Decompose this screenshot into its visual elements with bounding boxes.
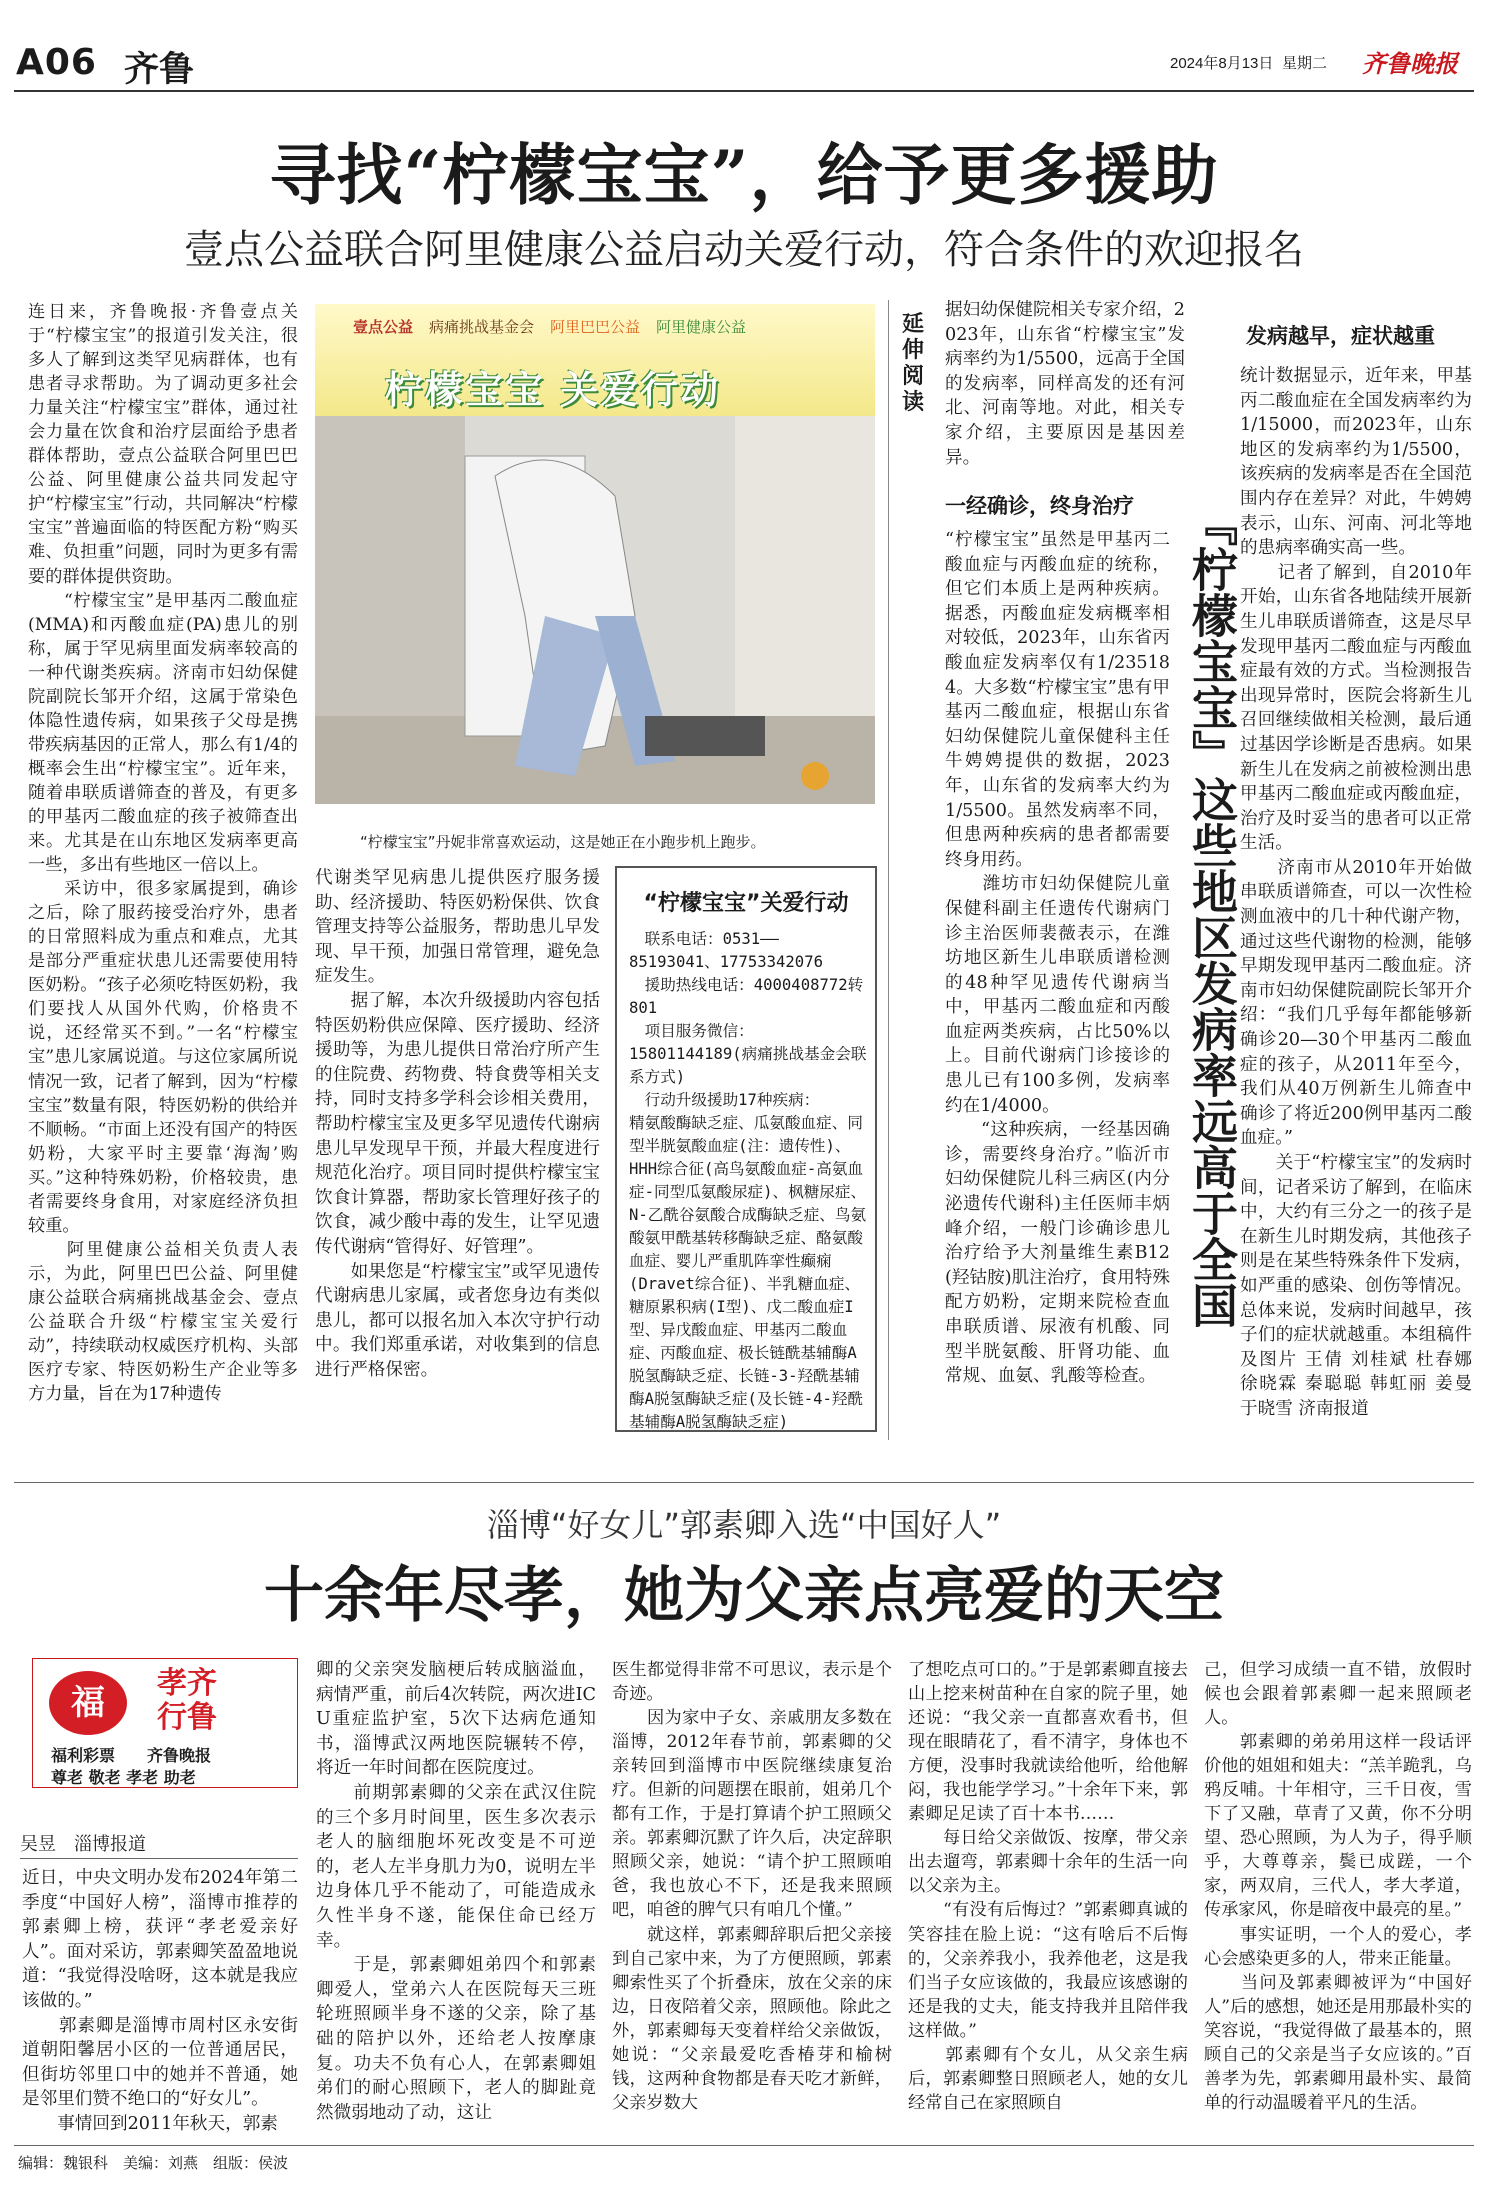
sidebar-col2: 统计数据显示，近年来，甲基丙二酸血症在全国发病率约为1/15000，而2023年，山东地区的发病率约为1/5500，该疾病的发病率是否在全国范围内存在差异？对此，牛娉娉表示，山东、河南、河北等地的患病率确实高一些。 记者了解到，自2010年开始，山东省各地陆续开展新生儿串联质谱筛查，这是尽早发现甲基丙二酸血症与丙酸血症最有效的方式。当检测报告出现异常时，医院会将新生儿召回继续做相关检测，最后通过基因学诊断是否患病。如果新生儿在发病之前被检测出患甲基丙二酸血症或丙酸血症，治疗及时妥当的患者可以正常生活。 济南市从2010年开始做串联质谱筛查，可以一次性检测血液中的几十种代谢产物，通过这些代谢物的检测，能够早期发现甲基丙二酸血症。济南市妇幼保健院副院长邹开介绍：“我们几乎每年都能够新确诊20—30个甲基丙二酸血症的孩子，从2011年至今，我们从40万例新生儿筛查中确诊了将近200例甲基丙二酸血症。” 关于“柠檬宝宝”的发病时间，记者采访了解到，在临床中，大约有三分之一的孩子是在新生儿时期发病，其他孩子则是在某些特殊条件下发病，如严重的感染、创伤等情况。总体来说，发病时间越早，孩子们的症状就越重。本组稿件及图片 王倩 刘桂斌 杜春娜 徐晓霖 秦聪聪 韩虹丽 姜曼 于晓雪 济南报道: [1240, 366, 1472, 1419]
headline: 寻找“柠檬宝宝”，给予更多援助: [269, 136, 1219, 214]
article-photo: [315, 304, 875, 804]
issue-date: 2024年8月13日: [1170, 55, 1274, 72]
logo-ali-health: 阿里健康公益: [656, 318, 747, 336]
sidebar-subhead-1: 一经确诊，终身治疗: [945, 494, 1134, 518]
extended-reading-label: 延伸阅读: [901, 312, 924, 415]
ad-slogan: 孝齐 行鲁: [157, 1666, 217, 1735]
section-divider: [14, 1482, 1474, 1483]
editor-credits: 编辑：魏银科 美编：刘燕 组版：侯波: [18, 2154, 289, 2172]
masthead-logo: 齐鲁晚报: [1362, 49, 1458, 78]
article2-col5: 己，但学习成绩一直不错，放假时候也会跟着郭素卿一起来照顾老人。 郭素卿的弟弟用这样一段话评价他的姐姐和姐夫：“羔羊跪乳，乌鸦反哺。十年相守，三千日夜，雪下了又融，草青了又黄，你不分明望、恐心照顾，为人为子，得乎顺乎，大尊尊亲，鬓已成蹉，一个家，两双肩，三代人，孝大孝道，传承家风，你是暗夜中最亮的星。” 事实证明，一个人的爱心，孝心会感染更多的人，带来正能量。 当问及郭素卿被评为“中国好人”后的感想，她还是用那最朴实的笑容说，“我觉得做了最基本的，照顾自己的父亲是当子女应该的。”百善孝为先，郭素卿用最朴实、最简单的行动温暖着平凡的生活。: [1204, 1660, 1472, 2113]
article2-col4: 了想吃点可口的。”于是郭素卿直接去山上挖来树苗种在自家的院子里，她还说：“我父亲一直都喜欢看书，但现在眼睛花了，看不清字，身体也不方便，没事时我就读给他听，给他解闷，我也能学学习。”十余年下来，郭素卿足足读了百十本书…… 每日给父亲做饭、按摩，带父亲出去遛弯，郭素卿十余年的生活一向以父亲为主。 “有没有后悔过？”郭素卿真诚的笑容挂在脸上说：“这有啥后不后悔的，父亲养我小，我养他老，这是我们当子女应该做的，我最应该感谢的还是我的丈夫，能支持我并且陪伴我这样做。” 郭素卿有个女儿，从父亲生病后，郭素卿整日照顾老人，她的女儿经常自己在家照顾自: [908, 1660, 1188, 2113]
page-number: A06: [16, 42, 97, 83]
article2-kicker: 淄博“好女儿”郭素卿入选“中国好人”: [486, 1506, 1002, 1544]
article2-col3: 医生都觉得非常不可思议，表示是个奇迹。 因为家中子女、亲戚朋友多数在淄博，2012年春节前，郭素卿的父亲转回到淄博市中医院继续康复治疗。但新的问题摆在眼前，姐弟几个都有工作，于是打算请个护工照顾父亲。郭素卿沉默了许久后，决定辞职照顾父亲，她说：“请个护工照顾咱爸，我也放心不下，还是我来照顾吧，咱爸的脾气只有咱几个懂。” 就这样，郭素卿辞职后把父亲接到自己家中来，为了方便照顾，郭素卿索性买了个折叠床，放在父亲的床边，日夜陪着父亲，照顾他。除此之外，郭素卿每天变着样给父亲做饭，她说：“父亲最爱吃香椿芽和榆树钱，这两种食物都是春天吃才新鲜，父亲岁数大: [612, 1660, 892, 2113]
info-box: [615, 866, 877, 1432]
article1-col2: 代谢类罕见病患儿提供医疗服务援助、经济援助、特医奶粉保供、饮食管理支持等公益服务，帮助患儿早发现、早干预，加强日常管理，避免急症发生。 据了解，本次升级援助内容包括特医奶粉供应保障、医疗援助、经济援助等，为患儿提供日常治疗所产生的住院费、药物费、特食费等相关支持，同时支持多学科会诊相关费用，帮助柠檬宝宝及更多罕见遗传代谢病患儿早发现早干预，并最大程度进行规范化治疗。项目同时提供柠檬宝宝饮食计算器，帮助家长管理好孩子的饮食，减少酸中毒的发生，让罕见遗传代谢病“管得好、好管理”。 如果您是“柠檬宝宝”或罕见遗传代谢病患儿家属，或者您身边有类似患儿，都可以报名加入本次守护行动中。我们郑重承诺，对收集到的信息进行严格保密。: [315, 868, 600, 1380]
ad-tagline: 尊老 敬老 孝老 助老: [51, 1768, 196, 1787]
photo-caption: “柠檬宝宝”丹妮非常喜欢运动，这是她正在小跑步机上跑步。: [360, 833, 766, 851]
sidebar-vertical-title: 『柠檬宝宝』这些地区发病率远高于全国: [1185, 500, 1239, 1328]
logo-alibaba: 阿里巴巴公益: [550, 318, 641, 336]
ad-sponsors: 福利彩票 齐鲁晚报: [51, 1746, 212, 1765]
section-name: 齐鲁: [124, 50, 195, 90]
byline: 吴昱 淄博报道: [20, 1834, 146, 1855]
sidebar-col1: “柠檬宝宝”虽然是甲基丙二酸血症与丙酸血症的统称，但它们本质上是两种疾病。据悉，丙酸血症发病概率相对较低，2023年，山东省丙酸血症发病率仅有1/235184。大多数“柠檬宝宝”患有甲基丙二酸血症，根据山东省妇幼保健院儿童保健科主任牛娉娉提供的数据，2023年，山东省的发病率大约为1/5500。虽然发病率不同，但患两种疾病的患者都需要终身用药。 潍坊市妇幼保健院儿童保健科副主任遗传代谢病门诊主治医师裴薇表示，在潍坊地区新生儿串联质谱检测的48种罕见遗传代谢病当中，甲基丙二酸血症和丙酸血症两类疾病，占比50%以上。目前代谢病门诊接诊的患儿已有100多例，发病率约在1/4000。 “这种疾病，一经基因确诊，需要终身治疗。”临沂市妇幼保健院儿科三病区(内分泌遗传代谢科)主任医师丰炳峰介绍，一般门诊确诊患儿治疗给予大剂量维生素B12(羟钴胺)肌注治疗，食用特殊配方奶粉，定期来院检查血串联质谱、尿液有机酸、同型半胱氨酸、肝肾功能、血常规、血氨、乳酸等检查。: [945, 530, 1170, 1387]
logo-yidian: 壹点公益: [353, 318, 414, 336]
byline-rule: [20, 1858, 298, 1859]
article2-headline: 十余年尽孝，她为父亲点亮爱的天空: [264, 1561, 1224, 1631]
issue-weekday: 星期二: [1282, 54, 1328, 72]
article2-col2: 卿的父亲突发脑梗后转成脑溢血，病情严重，前后4次转院，两次进ICU重症监护室，5次下达病危通知书，淄博武汉两地医院辗转不停，将近一年时间都在医院度过。 前期郭素卿的父亲在武汉住院的三个多月时间里，医生多次表示老人的脑细胞坏死改变是不可逆的，老人左半身肌力为0，说明左半边身体几乎不能动了，可能造成永久性半身不遂，能保住命已经万幸。 于是，郭素卿姐弟四个和郭素卿爱人，堂弟六人在医院每天三班轮班照顾半身不遂的父亲，除了基础的陪护以外，还给老人按摩康复。功夫不负有心人，在郭素卿姐弟们的耐心照顾下，老人的脚趾竟然微弱地动了动，这让: [316, 1660, 596, 2123]
header-rule: [14, 90, 1474, 92]
welfare-lottery-ad: [32, 1658, 298, 1788]
sidebar-intro: 据妇幼保健院相关专家介绍，2023年，山东省“柠檬宝宝”发病率约为1/5500，远高于全国的发病率，同样高发的还有河北、河南等地。对此，相关专家介绍，主要原因是基因差异。: [945, 300, 1185, 468]
info-box-title: “柠檬宝宝”关爱行动: [643, 891, 849, 916]
campaign-banner: [315, 304, 875, 416]
sidebar-subhead-2: 发病越早，症状越重: [1246, 324, 1435, 348]
sponsor-logos: [353, 316, 762, 337]
info-box-body: 联系电话：0531——85193041、17753342076 援助热线电话：4000408772转801 项目服务微信：15801144189(病痛挑战基金会联系方式) 行动升级援助17种疾病： 精氨酸酶缺乏症、瓜氨酸血症、同型半胱氨酸血症(注：遗传性)、HHH综合征(高鸟氨酸血症-高氨血症-同型瓜氨酸尿症)、枫糖尿症、N-乙酰谷氨酸合成酶缺乏症、鸟氨酸氨甲酰基转移酶缺乏症、酪氨酸血症、婴儿严重肌阵挛性癫痫(Dravet综合征)、半乳糖血症、糖原累积病(I型)、戊二酸血症I型、异戊酸血症、甲基丙二酸血症、丙酸血症、极长链酰基辅酶A脱氢酶缺乏症、长链-3-羟酰基辅酶A脱氢酶缺乏症(及长链-4-羟酰基辅酶A脱氢酶缺乏症): [629, 930, 867, 1431]
lottery-logo-icon: 福: [49, 1671, 127, 1735]
subheadline: 壹点公益联合阿里健康公益启动关爱行动，符合条件的欢迎报名: [184, 227, 1304, 273]
article1-col1: 连日来，齐鲁晚报·齐鲁壹点关于“柠檬宝宝”的报道引发关注，很多人了解到这类罕见病群体，也有患者寻求帮助。为了调动更多社会力量关注“柠檬宝宝”群体，通过社会力量在饮食和治疗层面给予患者群体帮助，壹点公益联合阿里巴巴公益、阿里健康公益共同发起守护“柠檬宝宝”行动，共同解决“柠檬宝宝”普遍面临的特医配方粉“购买难、负担重”问题，同时为更多有需要的群体提供资助。 “柠檬宝宝”是甲基丙二酸血症(MMA)和丙酸血症(PA)患儿的别称，属于罕见病里面发病率较高的一种代谢类疾病。济南市妇幼保健院副院长邹开介绍，这属于常染色体隐性遗传病，如果孩子父母是携带疾病基因的正常人，那么有1/4的概率会生出“柠檬宝宝”。近年来，随着串联质谱筛查的普及，有更多的甲基丙二酸血症的孩子被筛查出来。尤其是在山东地区发病率更高一些，多出有些地区一倍以上。 采访中，很多家属提到，确诊之后，除了服药接受治疗外，患者的日常照料成为重点和难点，尤其是部分严重症状患儿还需要使用特医奶粉。“孩子必须吃特医奶粉，我们要找人从国外代购，价格贵不说，还经常买不到。”一名“柠檬宝宝”患儿家属说道。与这位家属所说情况一致，记者了解到，因为“柠檬宝宝”数量有限，特医奶粉的供给并不顺畅。“市面上还没有国产的特医奶粉，大家平时主要靠‘海淘’购买。”这种特殊奶粉，价格较贵，患者需要终身食用，对家庭经济负担较重。 阿里健康公益相关负责人表示，为此，阿里巴巴公益、阿里健康公益联合病痛挑战基金会、壹点公益联合升级“柠檬宝宝关爱行动”，持续联动权威医疗机构、头部医疗专家、特医奶粉生产企业等多方力量，旨在为17种遗传: [28, 302, 298, 1405]
article2-col1: 近日，中央文明办发布2024年第二季度“中国好人榜”，淄博市推荐的郭素卿上榜，获评“孝老爱亲好人”。面对采访，郭素卿笑盈盈地说道：“我觉得没啥呀，这本就是我应该做的。” 郭素卿是淄博市周村区永安街道朝阳馨居小区的一位普通居民，但街坊邻里口中的她并不普通，她是邻里们赞不绝口的“好女儿”。 事情回到2011年秋天，郭素: [22, 1868, 298, 2134]
column-divider: [888, 300, 889, 1440]
logo-illness-challenge: 病痛挑战基金会: [429, 318, 535, 336]
photo-child-running-icon: [315, 416, 875, 804]
banner-title: 柠檬宝宝 关爱行动: [385, 368, 721, 412]
footer-rule: [14, 2145, 1474, 2146]
